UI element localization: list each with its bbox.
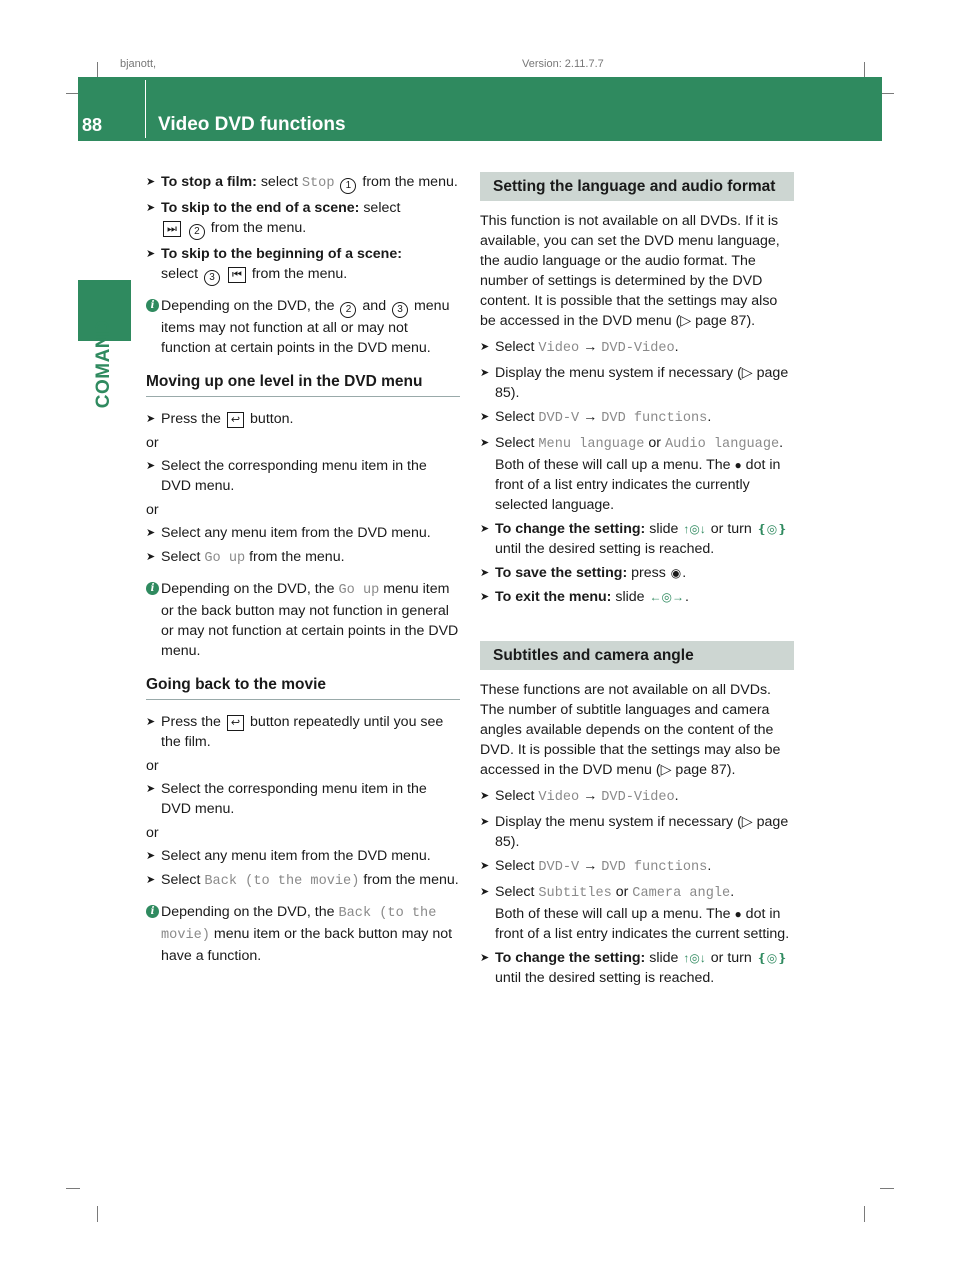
crop-mark — [864, 1206, 865, 1222]
step-arrow-icon: ➤ — [146, 248, 156, 260]
step-text: Select any menu item from the DVD menu. — [161, 848, 431, 864]
step-text: . — [674, 339, 679, 355]
step-text: from the menu. — [359, 872, 459, 888]
page-number: 88 — [82, 115, 103, 135]
step-text: from the menu. — [206, 220, 307, 236]
meta-version: Version: 2.11.7.7 — [522, 58, 604, 70]
step-text: Select the corresponding menu item in the DVD menu. — [161, 458, 427, 494]
step-label: To skip to the end of a scene: — [161, 200, 360, 216]
step-text: button. — [246, 411, 294, 427]
step-text: → — [579, 788, 602, 804]
step-skip-begin — [146, 244, 460, 286]
menu-item-back-to-movie: Back (to the movie) — [204, 874, 360, 889]
step-text: . — [684, 589, 689, 605]
crop-mark — [97, 1206, 98, 1222]
step-text: Select — [161, 872, 205, 888]
page-title: Video DVD functions — [158, 114, 346, 135]
step-arrow-icon: ➤ — [146, 716, 156, 728]
step-text: or turn — [706, 521, 756, 537]
step-change-setting — [480, 948, 794, 988]
controller-turn-icon: ❴◎❵ — [756, 951, 788, 965]
step-text: . — [730, 884, 735, 900]
step-text: → — [579, 339, 602, 355]
step-text: select — [256, 174, 302, 190]
menu-item-go-up: Go up — [204, 551, 246, 566]
step-display-menu — [480, 363, 794, 403]
step-arrow-icon: ➤ — [480, 567, 490, 579]
menu-item-dvd-v: DVD-V — [538, 860, 580, 875]
heading-moving-up: Moving up one level in the DVD menu — [146, 372, 460, 397]
callout-2-icon: 2 — [340, 302, 356, 318]
info-icon: i — [146, 905, 159, 918]
step-press-back — [146, 409, 460, 429]
note-go-up — [146, 579, 460, 661]
step-text: Select any menu item from the DVD menu. — [161, 525, 431, 541]
dot-icon: ● — [734, 458, 742, 472]
step-label: To stop a film: — [161, 174, 257, 190]
controller-slide-icon: ↑◎↓ — [683, 951, 706, 965]
note-back-to-movie — [146, 902, 460, 966]
step-label: To save the setting: — [495, 565, 628, 581]
step-arrow-icon: ➤ — [146, 460, 156, 472]
menu-item-camera-angle: Camera angle — [632, 886, 731, 901]
step-text: . — [779, 435, 784, 451]
step-text: or turn — [706, 950, 756, 966]
step-text: from the menu. — [358, 174, 458, 190]
controller-slide-icon: ↑◎↓ — [683, 522, 706, 536]
step-arrow-icon: ➤ — [146, 783, 156, 795]
step-text: Press the — [161, 714, 225, 730]
step-skip-end — [146, 198, 460, 240]
note-text: menu items may not function at all or may not function at certain points in the DVD menu. — [161, 298, 450, 356]
step-text: . — [707, 409, 712, 425]
section-heading-subtitles: Subtitles and camera angle — [480, 641, 794, 670]
header-divider — [145, 80, 146, 138]
step-select-menu-language — [480, 433, 794, 515]
info-icon: i — [146, 299, 159, 312]
step-select-back-to-movie — [146, 870, 460, 892]
step-text: dot in front of a list entry indicates the currently selected language. — [495, 457, 781, 513]
step-text: Display the menu system if necessary (▷ page 85). — [495, 814, 789, 850]
menu-item-go-up: Go up — [338, 583, 380, 598]
step-arrow-icon: ➤ — [480, 367, 490, 379]
step-display-menu — [480, 812, 794, 852]
step-arrow-icon: ➤ — [480, 952, 490, 964]
step-text: Both of these will call up a menu. The — [495, 457, 735, 473]
menu-item-dvd-video: DVD-Video — [601, 790, 675, 805]
menu-item-menu-language: Menu language — [538, 437, 645, 452]
controller-slide-lr-icon: ←◎→ — [649, 590, 684, 604]
step-select-video — [480, 786, 794, 808]
back-button-icon: ↩ — [227, 412, 244, 428]
menu-item-video: Video — [538, 790, 580, 805]
step-select-subtitles — [480, 882, 794, 944]
or-label: or — [146, 825, 159, 841]
step-select-dvd-functions — [480, 407, 794, 429]
step-text: from the menu. — [245, 549, 345, 565]
step-text: press — [627, 565, 670, 581]
step-text: Select — [161, 549, 205, 565]
step-stop-film — [146, 172, 460, 194]
step-text: Select — [495, 435, 539, 451]
step-arrow-icon: ➤ — [146, 850, 156, 862]
section-intro: These functions are not available on all DVDs. The number of subtitle languages and camera angles available depends on the content of the DVD. It is possible that the settings may also be accessed in the DVD menu (▷ page 87). — [480, 682, 781, 778]
crop-mark — [880, 93, 894, 94]
menu-item-stop: Stop — [301, 176, 335, 191]
crop-mark — [97, 62, 98, 78]
step-text: until the desired setting is reached. — [495, 541, 715, 557]
step-text: → — [579, 858, 602, 874]
step-text: Select — [495, 339, 539, 355]
step-text: Select the corresponding menu item in the DVD menu. — [161, 781, 427, 817]
step-arrow-icon: ➤ — [480, 860, 490, 872]
step-label: To skip to the beginning of a scene: — [161, 246, 402, 262]
step-text: from the menu. — [247, 266, 348, 282]
step-arrow-icon: ➤ — [146, 874, 156, 886]
step-text: or — [644, 435, 665, 451]
step-text: → — [579, 409, 602, 425]
note-text: and — [358, 298, 391, 314]
step-arrow-icon: ➤ — [480, 523, 490, 535]
step-text: Select — [495, 858, 539, 874]
step-text: Select — [495, 409, 539, 425]
step-select-video — [480, 337, 794, 359]
step-text: . — [707, 858, 712, 874]
side-tab-label: COMAND — [93, 319, 114, 409]
step-arrow-icon: ➤ — [480, 437, 490, 449]
back-button-icon: ↩ — [227, 715, 244, 731]
step-text: Select — [495, 788, 539, 804]
note-text: menu item or the back button may not have a function. — [161, 926, 453, 964]
step-text: select — [161, 266, 203, 282]
step-text: dot in front of a list entry indicates the current setting. — [495, 906, 790, 942]
controller-turn-icon: ❴◎❵ — [756, 522, 788, 536]
step-text: slide — [645, 950, 683, 966]
step-select-dvd-functions — [480, 856, 794, 878]
step-select-go-up — [146, 547, 460, 569]
right-column — [480, 172, 794, 992]
step-text: button repeatedly until you see the film. — [161, 714, 444, 750]
step-text: or — [611, 884, 633, 900]
step-arrow-icon: ➤ — [480, 886, 490, 898]
step-text: slide — [611, 589, 649, 605]
crop-mark — [864, 62, 865, 78]
step-arrow-icon: ➤ — [146, 202, 156, 214]
step-text: Both of these will call up a menu. The — [495, 906, 735, 922]
skip-back-icon: ⏮ — [228, 267, 246, 283]
step-text: . — [674, 788, 679, 804]
left-column — [146, 172, 460, 972]
step-text: Select — [495, 884, 539, 900]
step-text: until the desired setting is reached. — [495, 970, 715, 986]
step-select-any — [146, 846, 460, 866]
crop-mark — [66, 1188, 80, 1189]
step-change-setting — [480, 519, 794, 559]
step-label: To exit the menu: — [495, 589, 612, 605]
step-label: To change the setting: — [495, 950, 646, 966]
menu-item-audio-language: Audio language — [664, 437, 780, 452]
step-label: To change the setting: — [495, 521, 646, 537]
section-heading-language-audio: Setting the language and audio format — [480, 172, 794, 201]
menu-item-dvd-video: DVD-Video — [601, 341, 675, 356]
section-intro: This function is not available on all DVDs. If it is available, you can set the DVD menu language, the audio language or the audio format. The number of settings is determined by the DVD content. It is possible that the settings may also be accessed in the DVD menu (▷ page 87). — [480, 213, 780, 329]
menu-item-subtitles: Subtitles — [538, 886, 612, 901]
step-text: Display the menu system if necessary (▷ page 85). — [495, 365, 789, 401]
or-label: or — [146, 502, 159, 518]
step-save-setting — [480, 563, 794, 583]
step-text: Press the — [161, 411, 225, 427]
step-select-corresponding — [146, 456, 460, 496]
step-arrow-icon: ➤ — [146, 413, 156, 425]
menu-item-dvd-functions: DVD functions — [601, 860, 708, 875]
dot-icon: ● — [734, 907, 742, 921]
note-text: Depending on the DVD, the — [161, 904, 339, 920]
crop-mark — [880, 1188, 894, 1189]
step-arrow-icon: ➤ — [146, 551, 156, 563]
meta-author: bjanott, — [120, 58, 157, 70]
note-text: menu item or the back button may not function in general or may not function at certain points in the DVD menu. — [161, 581, 459, 659]
note-text: Depending on the DVD, the — [161, 298, 339, 314]
step-arrow-icon: ➤ — [480, 591, 490, 603]
callout-2-icon: 2 — [189, 224, 205, 240]
note-callouts — [146, 296, 460, 358]
callout-1-icon: 1 — [340, 178, 356, 194]
or-label: or — [146, 758, 159, 774]
step-arrow-icon: ➤ — [480, 816, 490, 828]
callout-3-icon: 3 — [204, 270, 220, 286]
step-text: . — [682, 565, 687, 581]
step-select-any — [146, 523, 460, 543]
step-exit-menu — [480, 587, 794, 607]
step-arrow-icon: ➤ — [480, 790, 490, 802]
or-label: or — [146, 435, 159, 451]
info-icon: i — [146, 582, 159, 595]
step-arrow-icon: ➤ — [480, 411, 490, 423]
note-text: Depending on the DVD, the — [161, 581, 339, 597]
heading-going-back: Going back to the movie — [146, 675, 460, 700]
controller-press-icon: ◉ — [670, 566, 682, 580]
step-press-back-repeatedly — [146, 712, 460, 752]
step-arrow-icon: ➤ — [146, 176, 156, 188]
step-text: slide — [645, 521, 683, 537]
menu-item-dvd-functions: DVD functions — [601, 411, 708, 426]
menu-item-dvd-v: DVD-V — [538, 411, 580, 426]
menu-item-video: Video — [538, 341, 580, 356]
step-text: select — [359, 200, 401, 216]
callout-3-icon: 3 — [392, 302, 408, 318]
skip-forward-icon: ⏭ — [163, 221, 181, 237]
step-arrow-icon: ➤ — [146, 527, 156, 539]
step-select-corresponding — [146, 779, 460, 819]
step-arrow-icon: ➤ — [480, 341, 490, 353]
menu-item-back-to-movie: Back (to the movie) — [161, 906, 437, 943]
